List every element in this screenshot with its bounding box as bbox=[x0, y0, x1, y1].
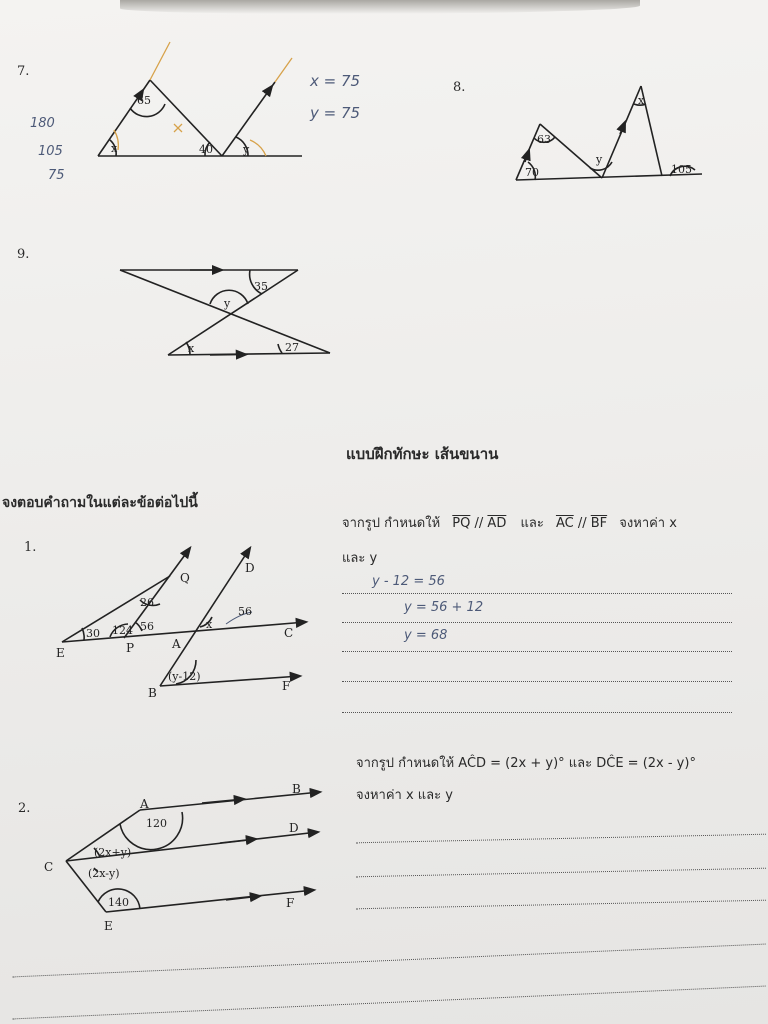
p9-angle-x: x bbox=[188, 342, 195, 355]
label-F: F bbox=[286, 896, 295, 910]
problem-7-number: 7. bbox=[17, 64, 30, 79]
handwritten-x-value: x = 75 bbox=[310, 72, 361, 90]
label-P: P bbox=[126, 641, 135, 655]
handwritten-margin-2: 105 bbox=[38, 144, 63, 159]
p9-angle-35: 35 bbox=[254, 280, 268, 293]
section-title: แบบฝึกทักษะ เส้นขนาน bbox=[346, 445, 499, 463]
handwritten-margin-3: 75 bbox=[48, 168, 65, 183]
label-D: D bbox=[289, 821, 299, 835]
label-Q: Q bbox=[180, 571, 190, 585]
p7-angle-x: x bbox=[111, 142, 118, 155]
question-1-number: 1. bbox=[24, 540, 37, 555]
handwritten-answer-2: y = 56 + 12 bbox=[404, 600, 484, 615]
q1-line-ad: $\overline{AD}$ bbox=[487, 516, 507, 531]
label-E: E bbox=[104, 919, 113, 933]
q1-angle-26: 26 bbox=[140, 596, 154, 609]
q2-angle-120: 120 bbox=[146, 817, 167, 830]
q1-find: จงหาค่า x bbox=[619, 516, 677, 531]
question-1-diagram bbox=[62, 548, 306, 686]
label-E: E bbox=[56, 646, 65, 660]
q2-angle-140: 140 bbox=[108, 896, 129, 909]
question-2-find: จงหาค่า x และ y bbox=[356, 788, 453, 803]
handwritten-answer-3: y = 68 bbox=[404, 628, 448, 643]
question-1-prompt-continued: และ y bbox=[342, 551, 378, 566]
question-2-number: 2. bbox=[18, 801, 31, 816]
question-2-prompt: จากรูป กำหนดให้ AĈD = (2x + y)° และ DĈE = (2x - y)° bbox=[356, 756, 696, 771]
problem-9-number: 9. bbox=[17, 247, 30, 262]
q1-angle-30: 30 bbox=[86, 627, 100, 640]
label-D: D bbox=[245, 561, 255, 575]
q1-parallel-2: // bbox=[577, 516, 587, 531]
q1-angle-x: x bbox=[206, 618, 213, 631]
label-C: C bbox=[284, 626, 294, 640]
p7-angle-40: 40 bbox=[199, 143, 213, 156]
q1-angle-124: 124 bbox=[112, 624, 133, 637]
label-B: B bbox=[148, 686, 157, 700]
label-F: F bbox=[282, 679, 291, 693]
q1-angle-y-minus-12: (y-12) bbox=[168, 670, 201, 683]
q1-angle-56: 56 bbox=[140, 620, 154, 633]
p7-angle-y: y bbox=[243, 143, 250, 156]
section-instruction: จงตอบคำถามในแต่ละข้อต่อไปนี้ bbox=[2, 495, 198, 511]
p8-angle-63: 63 bbox=[537, 133, 551, 146]
q1-line-bf: $\overline{BF}$ bbox=[590, 516, 608, 531]
q2-angle-2x-minus-y: (2x-y) bbox=[88, 867, 120, 880]
p9-angle-27: 27 bbox=[285, 341, 299, 354]
problem-8-number: 8. bbox=[453, 80, 466, 95]
label-A: A bbox=[140, 797, 149, 811]
handwritten-margin-1: 180 bbox=[30, 116, 55, 131]
p7-angle-65: 65 bbox=[137, 94, 151, 107]
handwritten-y-value: y = 75 bbox=[310, 104, 361, 122]
p8-angle-x: x bbox=[638, 94, 645, 107]
handwritten-answer-1: y - 12 = 56 bbox=[372, 574, 445, 589]
q1-and: และ bbox=[520, 516, 544, 531]
q1-line-ac: $\overline{AC}$ bbox=[555, 516, 574, 531]
problem-7-diagram bbox=[98, 42, 302, 156]
p8-angle-y: y bbox=[596, 153, 603, 166]
p8-angle-105: 105 bbox=[671, 163, 692, 176]
q1-parallel-1: // bbox=[474, 516, 484, 531]
p8-angle-70: 70 bbox=[525, 166, 539, 179]
q1-prompt-prefix: จากรูป กำหนดให้ bbox=[342, 516, 441, 531]
q2-angle-2x-plus-y: (2x+y) bbox=[94, 846, 132, 859]
q1-line-pq: $\overline{PQ}$ bbox=[452, 516, 471, 531]
p9-angle-y: y bbox=[224, 297, 231, 310]
label-C: C bbox=[44, 860, 54, 874]
handwritten-56-mark: 56 bbox=[238, 605, 252, 618]
label-B: B bbox=[292, 782, 301, 796]
label-A: A bbox=[172, 637, 181, 651]
